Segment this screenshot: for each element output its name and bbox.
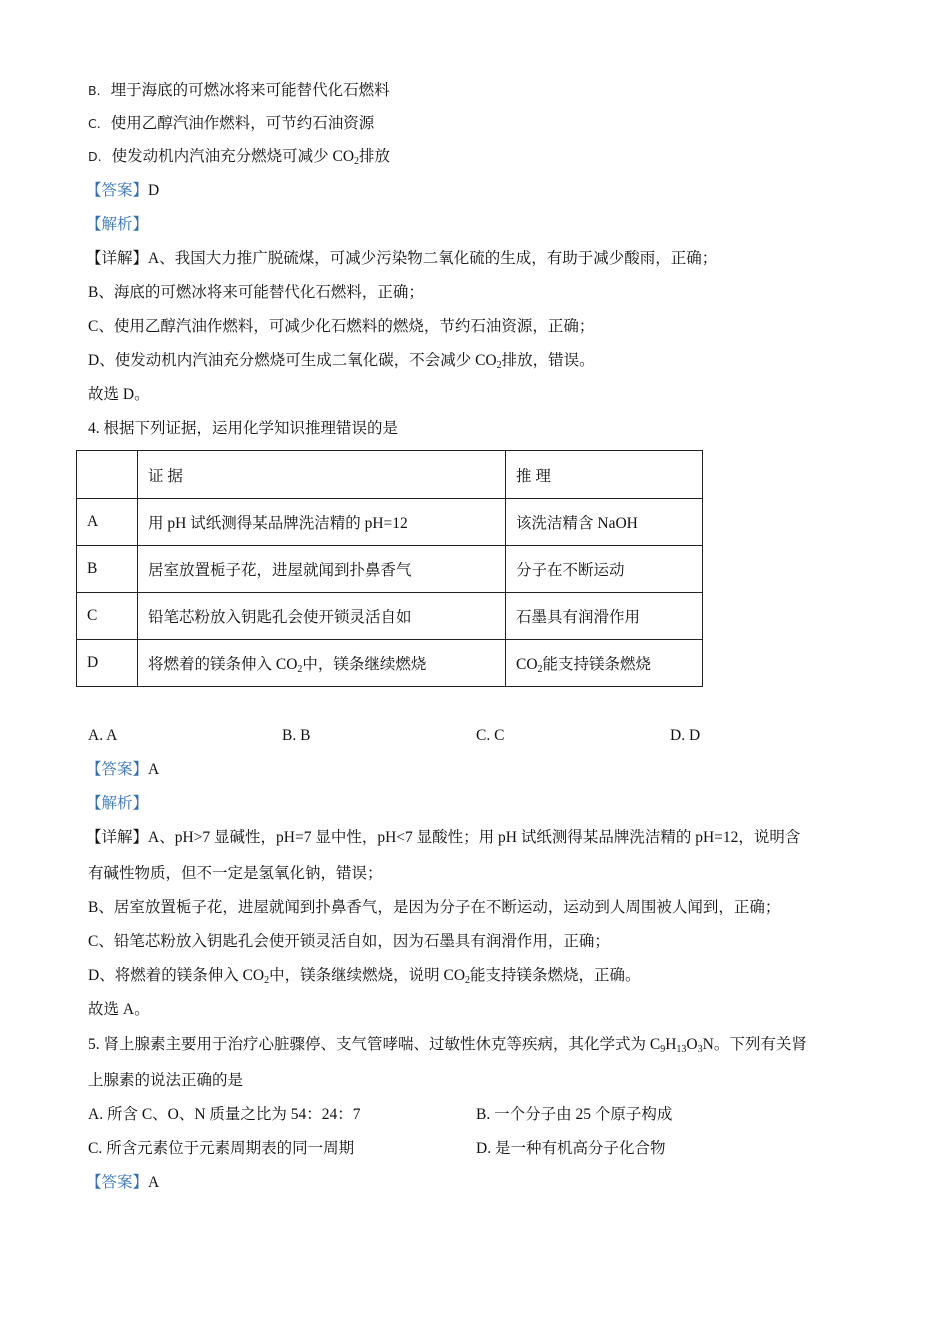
table-row (77, 593, 703, 640)
q3-option-d: D. 使发动机内汽油充分燃烧可减少 $CO_2$排放 (88, 148, 391, 167)
q5-option-c: C. 所含元素位于元素周期表的同一周期 (88, 1140, 355, 1157)
q4-detail-a: 【详解】A、pH>7 显碱性，pH=7 显中性，pH<7 显酸性；用 pH 试纸测得某品牌洗洁精的 pH=12，说明含 (86, 829, 801, 846)
row-inference: 该洗洁精含 NaOH (506, 499, 703, 546)
q4-detail-a-cont: 有碱性物质，但不一定是氢氧化钠，错误； (88, 865, 383, 882)
q3-detail-c: C、使用乙醇汽油作燃料，可减少化石燃料的燃烧，节约石油资源，正确； (88, 318, 595, 335)
q4-choice-b: B. B (282, 727, 311, 744)
row-inference: 石墨具有润滑作用 (506, 593, 703, 640)
q4-analysis-heading: 【解析】 (86, 795, 149, 812)
row-label: B (77, 546, 138, 593)
row-label: D (77, 640, 138, 687)
q5-option-d: D. 是一种有机高分子化合物 (476, 1140, 666, 1157)
row-evidence: 居室放置栀子花，进屋就闻到扑鼻香气 (138, 546, 506, 593)
q5-stem-cont: 上腺素的说法正确的是 (88, 1072, 244, 1089)
q3-analysis-heading: 【解析】 (86, 216, 149, 233)
table-row (77, 546, 703, 593)
q4-evidence-table (76, 450, 703, 687)
row-label: C (77, 593, 138, 640)
row-evidence: 将燃着的镁条伸入 $CO_2$中，镁条继续燃烧 (138, 640, 506, 687)
row-label: A (77, 499, 138, 546)
q4-conclusion: 故选 A。 (88, 1001, 150, 1018)
table-header-row (77, 451, 703, 499)
row-evidence: 铅笔芯粉放入钥匙孔会使开锁灵活自如 (138, 593, 506, 640)
q3-detail-a: 【详解】A、我国大力推广脱硫煤，可减少污染物二氧化硫的生成，有助于减少酸雨，正确； (86, 250, 718, 267)
q4-stem: 4. 根据下列证据，运用化学知识推理错误的是 (88, 420, 399, 437)
q3-detail-b: B、海底的可燃冰将来可能替代化石燃料，正确； (88, 284, 424, 301)
q3-answer: 【答案】D (86, 182, 160, 199)
q5-option-b: B. 一个分子由 25 个原子构成 (476, 1106, 673, 1123)
table-row (77, 640, 703, 687)
q3-conclusion: 故选 D。 (88, 386, 150, 403)
q4-answer: 【答案】A (86, 761, 160, 778)
row-inference: $CO_2$能支持镁条燃烧 (506, 640, 703, 687)
q4-choice-c: C. C (476, 727, 505, 744)
q4-detail-b: B、居室放置栀子花，进屋就闻到扑鼻香气，是因为分子在不断运动，运动到人周围被人闻到，正确； (88, 899, 781, 916)
q3-option-b: B. 埋于海底的可燃冰将来可能替代化石燃料 (88, 82, 390, 99)
table-header-cell (77, 451, 138, 499)
q4-choice-d: D. D (670, 727, 701, 744)
q3-option-c: C. 使用乙醇汽油作燃料，可节约石油资源 (88, 115, 375, 132)
q4-choice-a: A. A (88, 727, 118, 744)
q5-answer: 【答案】A (86, 1174, 160, 1191)
q5-option-a: A. 所含 C、O、N 质量之比为 54：24：7 (88, 1106, 361, 1123)
table-header-cell: 推 理 (506, 451, 703, 499)
q5-stem: 5. 肾上腺素主要用于治疗心脏骤停、支气管哮喘、过敏性休克等疾病，其化学式为 $C_9H_{13}O_3N$。下列有关肾 (88, 1036, 807, 1055)
q3-detail-d: D、使发动机内汽油充分燃烧可生成二氧化碳，不会减少 $CO_2$排放，错误。 (88, 352, 595, 371)
row-evidence: 用 pH 试纸测得某品牌洗洁精的 pH=12 (138, 499, 506, 546)
table-header-cell: 证 据 (138, 451, 506, 499)
q4-detail-d: D、将燃着的镁条伸入 $CO_2$中，镁条继续燃烧，说明 $CO_2$能支持镁条燃烧，正确。 (88, 967, 641, 986)
row-inference: 分子在不断运动 (506, 546, 703, 593)
table-row (77, 499, 703, 546)
q4-choices (88, 727, 868, 747)
q4-detail-c: C、铅笔芯粉放入钥匙孔会使开锁灵活自如，因为石墨具有润滑作用，正确； (88, 933, 610, 950)
